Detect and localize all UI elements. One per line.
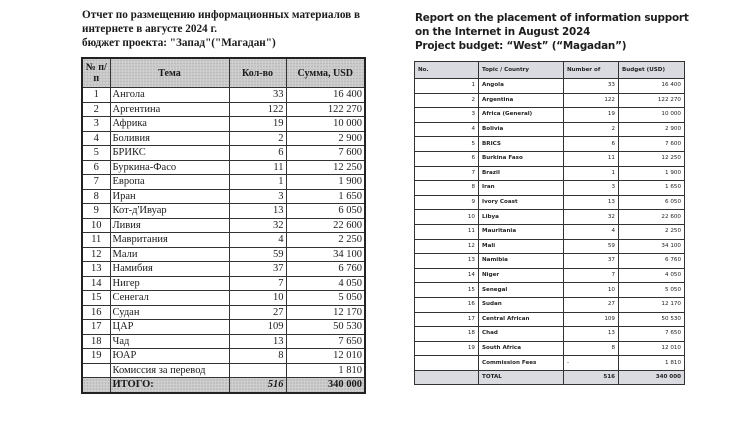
row-quantity: 6 (564, 137, 619, 152)
row-quantity: 4 (564, 224, 619, 239)
row-number: 2 (82, 102, 110, 117)
table-row (415, 108, 685, 123)
column-header-sum: Сумма, USD (286, 58, 365, 88)
row-number: 19 (415, 341, 479, 356)
row-topic: Европа (110, 175, 229, 190)
row-quantity: 13 (229, 334, 286, 349)
table-row (415, 151, 685, 166)
russian-report-title (82, 8, 382, 50)
row-quantity: 109 (229, 320, 286, 335)
row-number: 11 (415, 224, 479, 239)
row-sum: 10 000 (619, 108, 685, 123)
row-number: 16 (82, 305, 110, 320)
row-quantity: 37 (564, 254, 619, 269)
row-quantity: 27 (229, 305, 286, 320)
table-row (415, 283, 685, 298)
row-topic: South Africa (479, 341, 564, 356)
commission-label: Commission Fees (479, 356, 564, 371)
column-header-number: No. (415, 62, 479, 79)
russian-title-line: интернете в августе 2024 г. (82, 23, 218, 35)
row-sum: 5 050 (286, 291, 365, 306)
row-number: 14 (82, 276, 110, 291)
table-row (82, 117, 365, 132)
commission-row (82, 363, 365, 378)
column-header-topic: Topic / Country (479, 62, 564, 79)
total-number (82, 378, 110, 393)
row-topic: Central African (479, 312, 564, 327)
row-number: 7 (415, 166, 479, 181)
table-row (415, 341, 685, 356)
row-number: 1 (415, 79, 479, 94)
row-sum: 1 900 (619, 166, 685, 181)
row-quantity: 10 (564, 283, 619, 298)
row-topic: ЦАР (110, 320, 229, 335)
row-number: 4 (82, 131, 110, 146)
table-row (82, 175, 365, 190)
row-sum: 12 010 (619, 341, 685, 356)
row-number: 18 (415, 327, 479, 342)
row-quantity: 7 (564, 268, 619, 283)
row-sum: 4 050 (619, 268, 685, 283)
row-sum: 6 760 (619, 254, 685, 269)
row-sum: 1 900 (286, 175, 365, 190)
row-number: 6 (82, 160, 110, 175)
row-number: 2 (415, 93, 479, 108)
row-quantity: 8 (564, 341, 619, 356)
row-number: 3 (82, 117, 110, 132)
row-sum: 12 170 (286, 305, 365, 320)
row-sum: 50 530 (619, 312, 685, 327)
row-topic: Brazil (479, 166, 564, 181)
row-quantity: 2 (229, 131, 286, 146)
row-topic: Кот-д'Ивуар (110, 204, 229, 219)
row-sum: 7 650 (619, 327, 685, 342)
table-row (415, 137, 685, 152)
row-sum: 4 050 (286, 276, 365, 291)
total-sum: 340 000 (286, 378, 365, 393)
column-header-quantity: Кол-во (229, 58, 286, 88)
table-row (82, 349, 365, 364)
row-quantity: 122 (229, 102, 286, 117)
russian-report-table (81, 57, 366, 394)
table-row (82, 102, 365, 117)
row-topic: Чад (110, 334, 229, 349)
row-number: 7 (82, 175, 110, 190)
row-number: 5 (82, 146, 110, 161)
row-sum: 16 400 (286, 88, 365, 103)
english-report-table (414, 61, 685, 385)
table-row (82, 204, 365, 219)
row-topic: ЮАР (110, 349, 229, 364)
table-row (82, 276, 365, 291)
row-sum: 10 000 (286, 117, 365, 132)
row-quantity: 7 (229, 276, 286, 291)
row-sum: 2 250 (286, 233, 365, 248)
commission-quantity: - (564, 356, 619, 371)
row-number: 13 (82, 262, 110, 277)
row-sum: 7 600 (619, 137, 685, 152)
english-report-title (415, 11, 715, 53)
russian-title-line: Отчет по размещению информационных материалов в (82, 9, 361, 21)
row-quantity: 33 (229, 88, 286, 103)
russian-title-line: бюджет проекта: "Запад"("Магадан") (82, 37, 276, 49)
row-sum: 7 600 (286, 146, 365, 161)
row-topic: Namibia (479, 254, 564, 269)
row-sum: 6 050 (619, 195, 685, 210)
row-number: 11 (82, 233, 110, 248)
column-header-quantity: Number of (564, 62, 619, 79)
row-sum: 1 650 (619, 181, 685, 196)
row-number: 14 (415, 268, 479, 283)
total-row (82, 378, 365, 393)
row-sum: 2 250 (619, 224, 685, 239)
row-quantity: 3 (564, 181, 619, 196)
row-sum: 122 270 (619, 93, 685, 108)
row-topic: БРИКС (110, 146, 229, 161)
table-row (82, 131, 365, 146)
commission-sum: 1 810 (619, 356, 685, 371)
row-topic: Нигер (110, 276, 229, 291)
table-row (415, 195, 685, 210)
row-topic: Sudan (479, 297, 564, 312)
table-row (82, 233, 365, 248)
row-topic: Мавритания (110, 233, 229, 248)
row-quantity: 59 (229, 247, 286, 262)
row-topic: Niger (479, 268, 564, 283)
table-row (82, 291, 365, 306)
row-quantity: 13 (229, 204, 286, 219)
row-topic: Буркина-Фасо (110, 160, 229, 175)
row-number: 18 (82, 334, 110, 349)
row-quantity: 3 (229, 189, 286, 204)
row-quantity: 4 (229, 233, 286, 248)
table-row (82, 146, 365, 161)
row-number: 10 (415, 210, 479, 225)
table-row (82, 160, 365, 175)
table-row (415, 327, 685, 342)
table-row (82, 218, 365, 233)
row-topic: Bolivia (479, 122, 564, 137)
row-quantity: 6 (229, 146, 286, 161)
table-row (415, 181, 685, 196)
row-sum: 5 050 (619, 283, 685, 298)
row-topic: Мали (110, 247, 229, 262)
row-number: 10 (82, 218, 110, 233)
table-row (415, 210, 685, 225)
commission-quantity (229, 363, 286, 378)
row-quantity: 1 (564, 166, 619, 181)
row-quantity: 1 (229, 175, 286, 190)
row-number: 4 (415, 122, 479, 137)
english-title-line: Report on the placement of information support (415, 12, 689, 24)
row-number: 6 (415, 151, 479, 166)
row-sum: 22 600 (619, 210, 685, 225)
table-row (415, 79, 685, 94)
row-number: 8 (415, 181, 479, 196)
row-quantity: 11 (229, 160, 286, 175)
table-row (82, 189, 365, 204)
row-sum: 34 100 (286, 247, 365, 262)
table-row (415, 239, 685, 254)
commission-number (82, 363, 110, 378)
row-topic: Ivory Coast (479, 195, 564, 210)
row-number: 16 (415, 297, 479, 312)
table-row (415, 297, 685, 312)
table-row (415, 166, 685, 181)
row-number: 15 (82, 291, 110, 306)
row-number: 12 (415, 239, 479, 254)
total-number (415, 370, 479, 385)
row-topic: Chad (479, 327, 564, 342)
row-number: 8 (82, 189, 110, 204)
row-topic: Ангола (110, 88, 229, 103)
table-row (415, 312, 685, 327)
row-quantity: 32 (229, 218, 286, 233)
row-number: 9 (415, 195, 479, 210)
row-sum: 2 900 (619, 122, 685, 137)
row-number: 15 (415, 283, 479, 298)
row-quantity: 13 (564, 327, 619, 342)
table-row (82, 88, 365, 103)
row-number: 5 (415, 137, 479, 152)
table-row (415, 93, 685, 108)
row-number: 17 (415, 312, 479, 327)
row-topic: Ливия (110, 218, 229, 233)
row-topic: Mali (479, 239, 564, 254)
row-quantity: 10 (229, 291, 286, 306)
commission-number (415, 356, 479, 371)
table-header-row (415, 62, 685, 79)
row-quantity: 27 (564, 297, 619, 312)
row-number: 1 (82, 88, 110, 103)
total-label: ИТОГО: (110, 378, 229, 393)
row-number: 17 (82, 320, 110, 335)
table-row (415, 224, 685, 239)
row-sum: 122 270 (286, 102, 365, 117)
row-sum: 7 650 (286, 334, 365, 349)
table-row (415, 254, 685, 269)
row-topic: Iran (479, 181, 564, 196)
row-topic: Боливия (110, 131, 229, 146)
row-sum: 2 900 (286, 131, 365, 146)
row-sum: 16 400 (619, 79, 685, 94)
row-number: 13 (415, 254, 479, 269)
commission-row (415, 356, 685, 371)
total-quantity: 516 (229, 378, 286, 393)
row-number: 9 (82, 204, 110, 219)
row-topic: Иран (110, 189, 229, 204)
commission-label: Комиссия за перевод (110, 363, 229, 378)
row-sum: 12 250 (286, 160, 365, 175)
row-topic: Argentina (479, 93, 564, 108)
row-quantity: 37 (229, 262, 286, 277)
column-header-topic: Тема (110, 58, 229, 88)
row-topic: Сенегал (110, 291, 229, 306)
english-title-line: on the Internet in August 2024 (415, 26, 591, 38)
row-sum: 50 530 (286, 320, 365, 335)
total-quantity: 516 (564, 370, 619, 385)
total-label: TOTAL (479, 370, 564, 385)
table-header-row (82, 58, 365, 88)
row-sum: 6 050 (286, 204, 365, 219)
row-topic: Libya (479, 210, 564, 225)
table-row (82, 320, 365, 335)
row-quantity: 19 (564, 108, 619, 123)
total-row (415, 370, 685, 385)
english-title-line: Project budget: “West” (“Magadan”) (415, 40, 627, 52)
row-topic: Mauritania (479, 224, 564, 239)
table-row (82, 334, 365, 349)
row-quantity: 13 (564, 195, 619, 210)
row-sum: 6 760 (286, 262, 365, 277)
row-quantity: 59 (564, 239, 619, 254)
row-number: 12 (82, 247, 110, 262)
row-sum: 12 170 (619, 297, 685, 312)
total-sum: 340 000 (619, 370, 685, 385)
row-number: 3 (415, 108, 479, 123)
row-quantity: 19 (229, 117, 286, 132)
row-topic: Africa (General) (479, 108, 564, 123)
row-topic: Аргентина (110, 102, 229, 117)
row-topic: Senegal (479, 283, 564, 298)
row-quantity: 11 (564, 151, 619, 166)
row-sum: 34 100 (619, 239, 685, 254)
row-quantity: 109 (564, 312, 619, 327)
column-header-number: № п/п (82, 58, 110, 88)
row-number: 19 (82, 349, 110, 364)
row-quantity: 32 (564, 210, 619, 225)
row-topic: Африка (110, 117, 229, 132)
row-topic: Намибия (110, 262, 229, 277)
row-sum: 22 600 (286, 218, 365, 233)
column-header-budget: Budget (USD) (619, 62, 685, 79)
row-sum: 1 650 (286, 189, 365, 204)
commission-sum: 1 810 (286, 363, 365, 378)
table-row (415, 268, 685, 283)
row-quantity: 8 (229, 349, 286, 364)
row-quantity: 122 (564, 93, 619, 108)
row-quantity: 33 (564, 79, 619, 94)
row-sum: 12 010 (286, 349, 365, 364)
table-row (82, 247, 365, 262)
table-row (415, 122, 685, 137)
row-topic: BRICS (479, 137, 564, 152)
row-topic: Burkina Faso (479, 151, 564, 166)
row-topic: Судан (110, 305, 229, 320)
table-row (82, 262, 365, 277)
table-row (82, 305, 365, 320)
row-quantity: 2 (564, 122, 619, 137)
row-topic: Angola (479, 79, 564, 94)
row-sum: 12 250 (619, 151, 685, 166)
